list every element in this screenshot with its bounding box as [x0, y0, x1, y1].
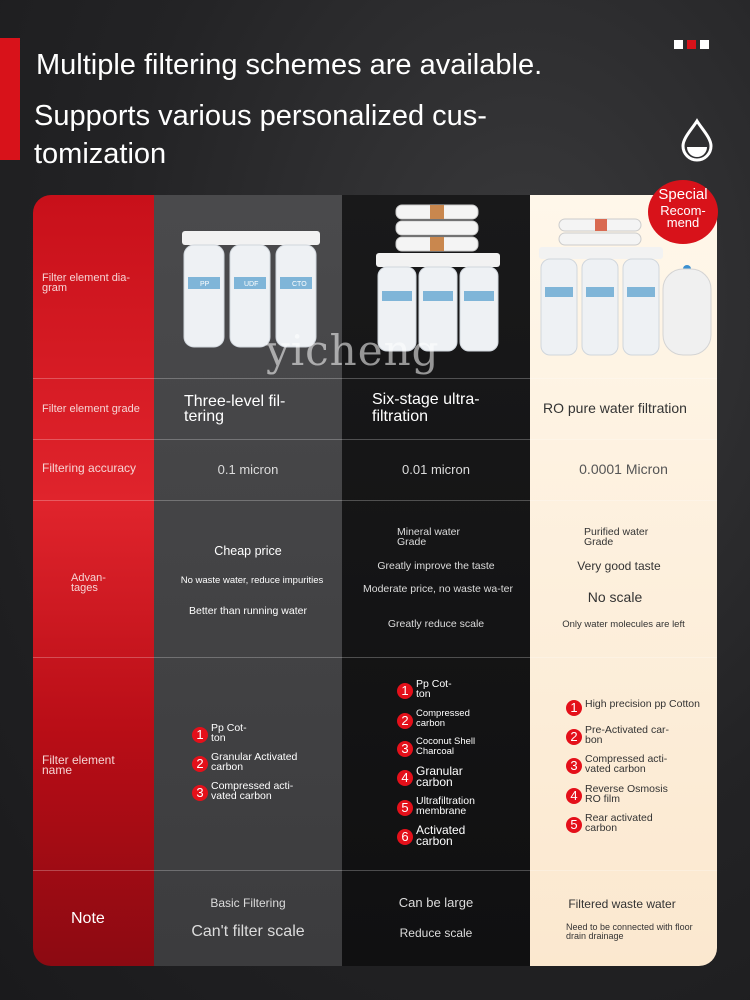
ro-stage-3: 3 Compressed acti-vated carbon — [566, 754, 685, 774]
six-adv-4: Greatly reduce scale — [387, 618, 485, 630]
ro-stage-4: 4 Reverse Osmosis RO film — [566, 784, 685, 804]
row-divider — [33, 870, 717, 871]
three-stage-1: 1 Pp Cot-ton — [192, 723, 261, 743]
six-stage-5: 5 Ultrafiltration membrane — [397, 796, 496, 816]
ro-note-1: Filtered waste water — [568, 897, 676, 911]
row-label-grade: Filter element grade — [42, 403, 140, 415]
svg-text:PP: PP — [200, 281, 210, 288]
row-divider — [33, 439, 717, 440]
ro-stage-1: 1 High precision pp Cotton — [566, 696, 717, 716]
six-stage-2: 2 Compressed carbon — [397, 709, 486, 729]
six-adv-2: Greatly improve the taste — [377, 560, 495, 572]
three-note-1: Basic Filtering — [210, 896, 286, 910]
row-label-diagram: Filter element dia-gram — [42, 272, 131, 294]
six-stage-6: 6 Activated carbon — [397, 825, 486, 847]
ro-grade: RO pure water filtration — [543, 400, 687, 416]
ro-adv-3: No scale — [587, 589, 643, 605]
three-note-2: Can't filter scale — [191, 923, 305, 940]
three-adv-2: No waste water, reduce impurities — [180, 575, 324, 586]
six-grade: Six-stage ultra-filtration — [372, 391, 480, 425]
six-note-2: Reduce scale — [399, 926, 473, 940]
three-stage-3: 3 Compressed acti-vated carbon — [192, 781, 311, 801]
three-grade: Three-level fil-tering — [184, 393, 286, 425]
three-stage-2: 2 Granular Activated carbon — [192, 752, 321, 772]
ro-stage-2: 2 Pre-Activated car-bon — [566, 725, 685, 745]
six-stage-4: 4 Granular carbon — [397, 766, 476, 788]
row-divider — [33, 378, 717, 379]
row-label-advantages: Advan-tages — [71, 572, 106, 594]
headline: Multiple filtering schemes are available. — [36, 49, 543, 81]
ro-adv-2: Very good taste — [577, 559, 661, 573]
ro-stage-5: 5 Rear activated carbon — [566, 813, 685, 833]
row-divider — [33, 657, 717, 658]
three-adv-1: Cheap price — [214, 544, 282, 558]
accent-bar — [0, 38, 20, 160]
six-stage-3: 3 Coconut Shell Charcoal — [397, 737, 491, 757]
svg-text:CTO: CTO — [292, 281, 307, 288]
six-stage-1: 1 Pp Cot-ton — [397, 679, 466, 699]
row-label-name: Filter element name — [42, 753, 115, 777]
row-label-note: Note — [71, 910, 105, 927]
ro-adv-4: Only water molecules are left — [562, 619, 685, 630]
six-adv-1: Mineral water Grade — [397, 526, 461, 548]
three-adv-3: Better than running water — [189, 605, 307, 617]
row-label-accuracy: Filtering accuracy — [42, 461, 137, 475]
special-recommend-badge: Special Recom-mend — [648, 180, 718, 244]
watermark-text: yicheng — [266, 326, 440, 375]
water-drop-icon — [678, 118, 716, 162]
six-note-1: Can be large — [398, 895, 474, 910]
subline: Supports various personalized cus-tomization — [34, 100, 487, 170]
decorative-dots — [674, 40, 709, 49]
ro-note-2: Need to be connected with floor drain drainage — [566, 922, 693, 941]
row-divider — [33, 500, 717, 501]
three-accuracy: 0.1 micron — [217, 462, 279, 477]
ro-adv-1: Purified water Grade — [584, 526, 649, 548]
ro-accuracy: 0.0001 Micron — [579, 461, 668, 477]
svg-text:UDF: UDF — [244, 281, 259, 288]
six-accuracy: 0.01 micron — [402, 462, 470, 477]
comparison-table — [33, 195, 717, 966]
six-adv-3: Moderate price, no waste wa-ter — [363, 583, 513, 595]
